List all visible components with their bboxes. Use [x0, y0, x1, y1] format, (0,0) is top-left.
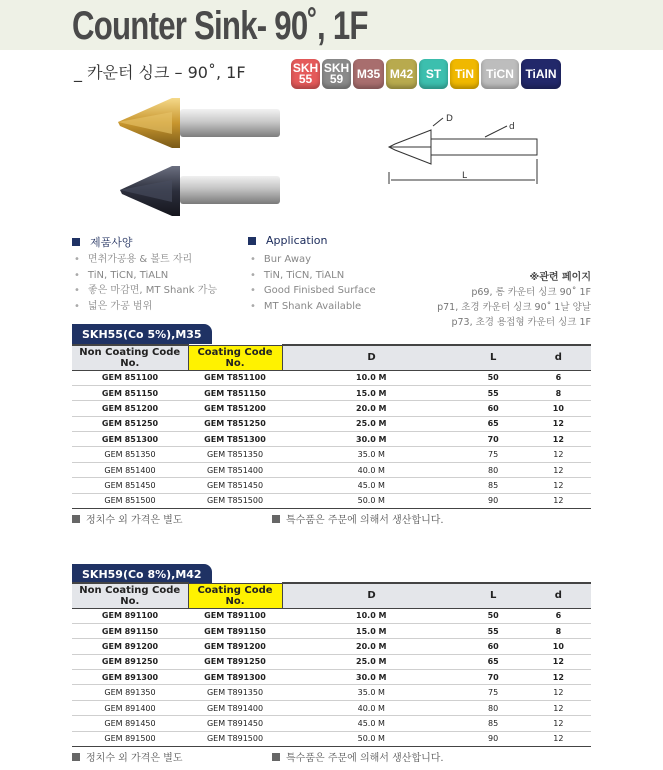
table-cell: GEM T851250 [188, 416, 282, 431]
table-cell: 65 [461, 416, 526, 431]
table-cell: 75 [461, 685, 526, 700]
badge-m35: M35 [353, 59, 384, 89]
table-cell: GEM 891200 [72, 639, 188, 654]
footnote-left: 정치수 외 가격은 별도 [72, 749, 182, 764]
column-header: Non Coating Code No. [72, 583, 188, 608]
column-header: d [526, 583, 591, 608]
table-cell: GEM 851350 [72, 447, 188, 462]
table-cell: 12 [526, 700, 591, 715]
table-cell: GEM T851300 [188, 432, 282, 447]
square-bullet-icon [72, 238, 80, 246]
table-cell: 12 [526, 731, 591, 746]
material-badges [291, 59, 561, 89]
table-row [72, 493, 591, 508]
table-cell: GEM T851350 [188, 447, 282, 462]
table-cell: GEM T851450 [188, 478, 282, 493]
table-row [72, 700, 591, 715]
table-cell: 70 [461, 432, 526, 447]
table-cell: GEM 851100 [72, 370, 188, 385]
related-page-line: p71, 초경 카운터 싱크 90˚ 1날 양날 [437, 302, 591, 313]
table-cell: 45.0 M [282, 478, 461, 493]
table-row [72, 401, 591, 416]
list-item: • MT Shank Available [250, 299, 376, 315]
table-cell: 35.0 M [282, 447, 461, 462]
table-cell: 80 [461, 700, 526, 715]
list-item: • Good Finisbed Surface [250, 283, 376, 299]
table-row [72, 447, 591, 462]
table-cell: 12 [526, 670, 591, 685]
features-en-list [250, 252, 376, 314]
column-header: d [526, 345, 591, 370]
list-item: • 좋은 마감면, MT Shank 가능 [74, 283, 217, 299]
related-pages [437, 270, 591, 330]
table-cell: 60 [461, 639, 526, 654]
table-cell: 12 [526, 447, 591, 462]
table-cell: GEM 891500 [72, 731, 188, 746]
table-row [72, 462, 591, 477]
square-bullet-icon [72, 753, 80, 761]
table-cell: 90 [461, 493, 526, 508]
column-header: L [461, 583, 526, 608]
dimension-diagram [385, 112, 545, 192]
list-item: • 면취가공용 & 볼트 자리 [74, 252, 217, 268]
table-cell: 25.0 M [282, 654, 461, 669]
footnote-left: 정치수 외 가격은 별도 [72, 511, 182, 526]
table-cell: GEM 851150 [72, 385, 188, 400]
table-cell: 70 [461, 670, 526, 685]
table-cell: 12 [526, 432, 591, 447]
table-cell: GEM 851500 [72, 493, 188, 508]
table-cell: 6 [526, 370, 591, 385]
spec-table-skh55 [72, 344, 591, 509]
table-cell: 40.0 M [282, 700, 461, 715]
table-cell: 65 [461, 654, 526, 669]
table-cell: 75 [461, 447, 526, 462]
table-cell: 90 [461, 731, 526, 746]
table-cell: 55 [461, 385, 526, 400]
table-cell: 8 [526, 623, 591, 638]
table-cell: GEM 891400 [72, 700, 188, 715]
spec-table-skh59 [72, 582, 591, 747]
table-cell: 20.0 M [282, 401, 461, 416]
diagram-label-d-small: d [509, 122, 515, 132]
table-row [72, 370, 591, 385]
list-item: • TiN, TiCN, TiALN [74, 268, 217, 284]
column-header: Coating Code No. [188, 583, 282, 608]
table-cell: GEM T851100 [188, 370, 282, 385]
table-cell: GEM T891150 [188, 623, 282, 638]
table-row [72, 432, 591, 447]
table-cell: GEM 851400 [72, 462, 188, 477]
list-item: • 넓은 가공 범위 [74, 299, 217, 315]
table-cell: GEM T891450 [188, 716, 282, 731]
table-cell: GEM T891100 [188, 608, 282, 623]
table-cell: GEM T891250 [188, 654, 282, 669]
square-bullet-icon [272, 515, 280, 523]
table-cell: GEM T851400 [188, 462, 282, 477]
badge-tin: TiN [450, 59, 479, 89]
table-row [72, 639, 591, 654]
table-cell: 85 [461, 478, 526, 493]
table-cell: 20.0 M [282, 639, 461, 654]
table-label-skh55: SKH55(Co 5%),M35 [72, 324, 212, 344]
badge-skh55: SKH 55 [291, 59, 320, 89]
column-header: Coating Code No. [188, 345, 282, 370]
table-cell: 12 [526, 716, 591, 731]
tialn-coated-countersink-image [118, 164, 290, 226]
table-cell: GEM 891300 [72, 670, 188, 685]
table-cell: 30.0 M [282, 432, 461, 447]
table-cell: 55 [461, 623, 526, 638]
related-page-line: p69, 롱 카운터 싱크 90˚ 1F [471, 287, 591, 298]
badge-skh59: SKH 59 [322, 59, 351, 89]
table-cell: GEM T851150 [188, 385, 282, 400]
table-cell: GEM T891200 [188, 639, 282, 654]
table-cell: GEM T851500 [188, 493, 282, 508]
table-cell: GEM 891100 [72, 608, 188, 623]
table-cell: 85 [461, 716, 526, 731]
table-row [72, 623, 591, 638]
table-cell: 50 [461, 608, 526, 623]
table-cell: 25.0 M [282, 416, 461, 431]
table-cell: 12 [526, 478, 591, 493]
table-row [72, 416, 591, 431]
table-cell: GEM 891250 [72, 654, 188, 669]
list-item: • TiN, TiCN, TiALN [250, 268, 376, 284]
square-bullet-icon [272, 753, 280, 761]
table-row [72, 654, 591, 669]
table-cell: 12 [526, 416, 591, 431]
table-cell: 50.0 M [282, 731, 461, 746]
table-row [72, 670, 591, 685]
column-header: D [282, 345, 461, 370]
diagram-label-l: L [462, 171, 468, 181]
table-cell: GEM 851450 [72, 478, 188, 493]
features-ko-list [74, 252, 217, 314]
features-ko-heading: 제품사양 [72, 234, 133, 250]
table-row [72, 716, 591, 731]
table-cell: GEM 891450 [72, 716, 188, 731]
table-row [72, 385, 591, 400]
footnote-right: 특수품은 주문에 의해서 생산합니다. [272, 511, 444, 526]
table-cell: GEM 851300 [72, 432, 188, 447]
table-cell: GEM T891350 [188, 685, 282, 700]
related-page-line: p73, 초경 용접형 카운터 싱크 1F [451, 317, 591, 328]
table-cell: 60 [461, 401, 526, 416]
table-cell: 35.0 M [282, 685, 461, 700]
table-row [72, 608, 591, 623]
table-cell: GEM 851250 [72, 416, 188, 431]
table-cell: 12 [526, 654, 591, 669]
page-title: Counter Sink- 90˚, 1F [72, 4, 368, 48]
table-cell: GEM T851200 [188, 401, 282, 416]
table-cell: 8 [526, 385, 591, 400]
table-cell: 10.0 M [282, 608, 461, 623]
table-cell: GEM 851200 [72, 401, 188, 416]
badge-m42: M42 [386, 59, 417, 89]
features-en-heading: Application [248, 234, 327, 247]
table-cell: GEM T891400 [188, 700, 282, 715]
table-cell: 10 [526, 401, 591, 416]
table-row [72, 731, 591, 746]
table-cell: 12 [526, 493, 591, 508]
column-header: L [461, 345, 526, 370]
square-bullet-icon [72, 515, 80, 523]
table-row [72, 478, 591, 493]
table-cell: 10 [526, 639, 591, 654]
table-cell: 30.0 M [282, 670, 461, 685]
table-cell: GEM T891300 [188, 670, 282, 685]
list-item: • Bur Away [250, 252, 376, 268]
badge-tialn: TiAlN [521, 59, 561, 89]
badge-st: ST [419, 59, 448, 89]
square-bullet-icon [248, 237, 256, 245]
table-cell: 50.0 M [282, 493, 461, 508]
column-header: Non Coating Code No. [72, 345, 188, 370]
badge-ticn: TiCN [481, 59, 519, 89]
table-cell: 12 [526, 685, 591, 700]
table-cell: 45.0 M [282, 716, 461, 731]
table-cell: GEM 891150 [72, 623, 188, 638]
table-cell: GEM 891350 [72, 685, 188, 700]
table-cell: 80 [461, 462, 526, 477]
table-cell: 10.0 M [282, 370, 461, 385]
page-subtitle: _ 카운터 싱크 – 90˚, 1F [74, 63, 246, 82]
table-row [72, 685, 591, 700]
related-pages-title: ※관련 페이지 [529, 272, 591, 283]
column-header: D [282, 583, 461, 608]
table-cell: 15.0 M [282, 623, 461, 638]
diagram-label-d-big: D [446, 114, 453, 124]
table-cell: GEM T891500 [188, 731, 282, 746]
table-cell: 50 [461, 370, 526, 385]
table-label-skh59: SKH59(Co 8%),M42 [72, 564, 212, 584]
table-cell: 40.0 M [282, 462, 461, 477]
table-cell: 6 [526, 608, 591, 623]
table-cell: 15.0 M [282, 385, 461, 400]
footnote-right: 특수품은 주문에 의해서 생산합니다. [272, 749, 444, 764]
tin-coated-countersink-image [110, 92, 290, 154]
table-cell: 12 [526, 462, 591, 477]
